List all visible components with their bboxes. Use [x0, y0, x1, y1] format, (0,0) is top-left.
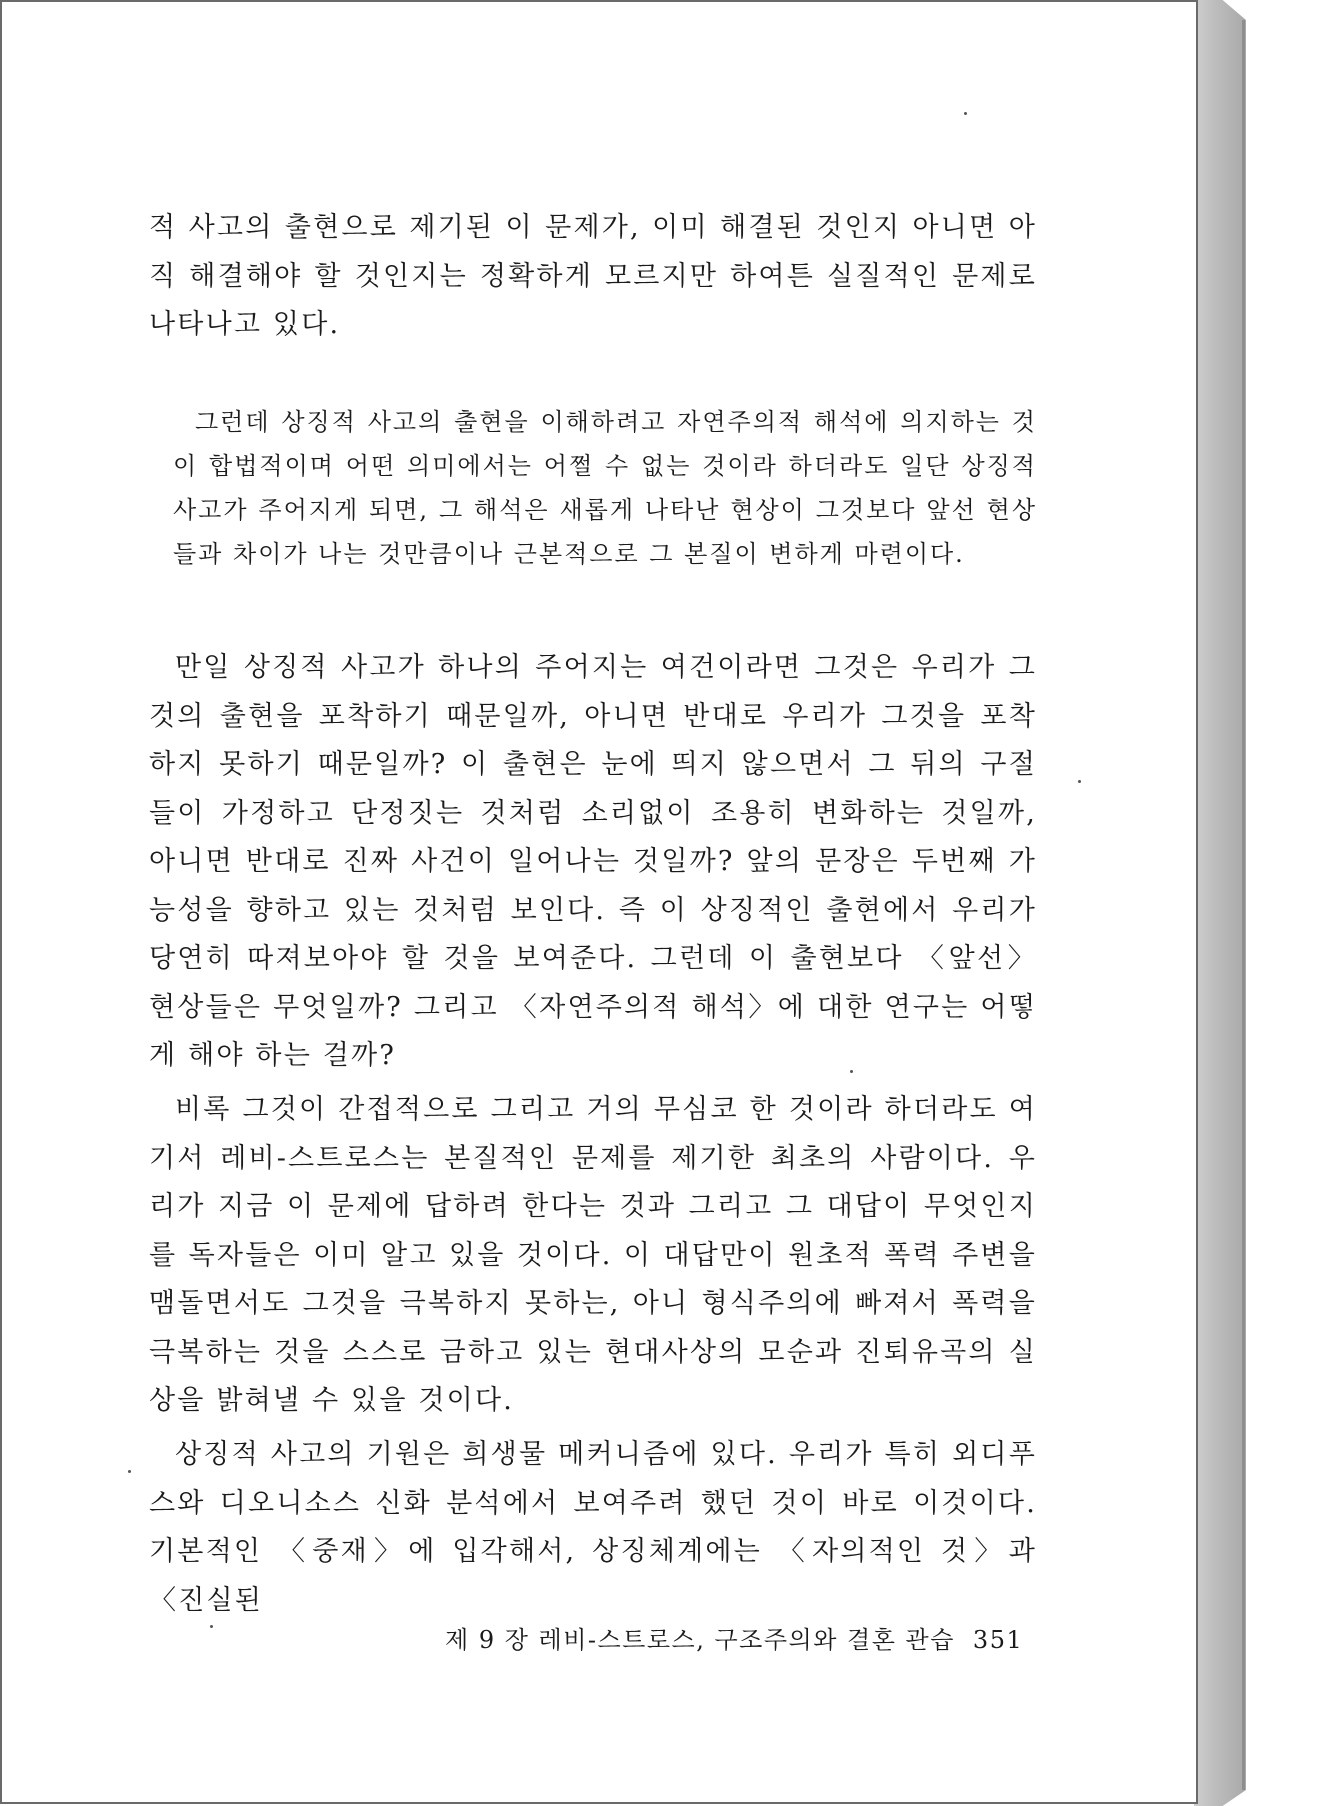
paragraph-1: 적 사고의 출현으로 제기된 이 문제가, 이미 해결된 것인지 아니면 아직 해결해야 할 것인지는 정확하게 모르지만 하여튼 실질적인 문제로 나타나고 있다.: [149, 212, 1037, 340]
footer-chapter-title: 제 9 장 레비-스트로스, 구조주의와 결혼 관습: [445, 1626, 955, 1654]
page-stack-edge: [1194, 0, 1246, 1806]
page-stack-edge-line: [1242, 20, 1245, 1790]
scan-speck: [210, 1625, 213, 1628]
block-quote: 그런데 상징적 사고의 출현을 이해하려고 자연주의적 해석에 의지하는 것이 합법적이며 어떤 의미에서는 어쩔 수 없는 것이라 하더라도 일단 상징적 사고가 주어지게 되면, 그 해석은 새롭게 나타난 현상이 그것보다 앞선 현상들과 차이가 나는 것만큼이나 근본적으로 그 본질이 변하게 마련이다.: [173, 408, 1037, 568]
running-footer: [445, 1620, 1023, 1655]
paragraph-4: 상징적 사고의 기원은 희생물 메커니즘에 있다. 우리가 특히 외디푸스와 디오니소스 신화 분석에서 보여주려 했던 것이 바로 이것이다. 기본적인 〈중재〉에 입각해서, 상징체계에는 〈자의적인 것〉과 〈진실된: [149, 1439, 1037, 1616]
scan-speck: [128, 1470, 131, 1473]
scan-speck: [964, 112, 967, 115]
scan-speck: [1078, 780, 1081, 783]
paragraph-3: 비록 그것이 간접적으로 그리고 거의 무심코 한 것이라 하더라도 여기서 레비-스트로스는 본질적인 문제를 제기한 최초의 사람이다. 우리가 지금 이 문제에 답하려 한다는 것과 그리고 그 대답이 무엇인지를 독자들은 이미 알고 있을 것이다. 이 대답만이 원초적 폭력 주변을 맴돌면서도 그것을 극복하지 못하는, 아니 형식주의에 빠져서 폭력을 극복하는 것을 스스로 금하고 있는 현대사상의 모순과 진퇴유곡의 실상을 밝혀낼 수 있을 것이다.: [149, 1094, 1037, 1416]
paragraph-2: 만일 상징적 사고가 하나의 주어지는 여건이라면 그것은 우리가 그것의 출현을 포착하기 때문일까, 아니면 반대로 우리가 그것을 포착하지 못하기 때문일까? 이 출현은 눈에 띄지 않으면서 그 뒤의 구절들이 가정하고 단정짓는 것처럼 소리없이 조용히 변화하는 것일까, 아니면 반대로 진짜 사건이 일어나는 것일까? 앞의 문장은 두번째 가능성을 향하고 있는 것처럼 보인다. 즉 이 상징적인 출현에서 우리가 당연히 따져보아야 할 것을 보여준다. 그런데 이 출현보다 〈앞선〉 현상들은 무엇일까? 그리고 〈자연주의적 해석〉에 대한 연구는 어떻게 해야 하는 걸까?: [149, 652, 1037, 1071]
page-number: 351: [972, 1626, 1024, 1654]
scan-speck: [850, 1070, 853, 1073]
